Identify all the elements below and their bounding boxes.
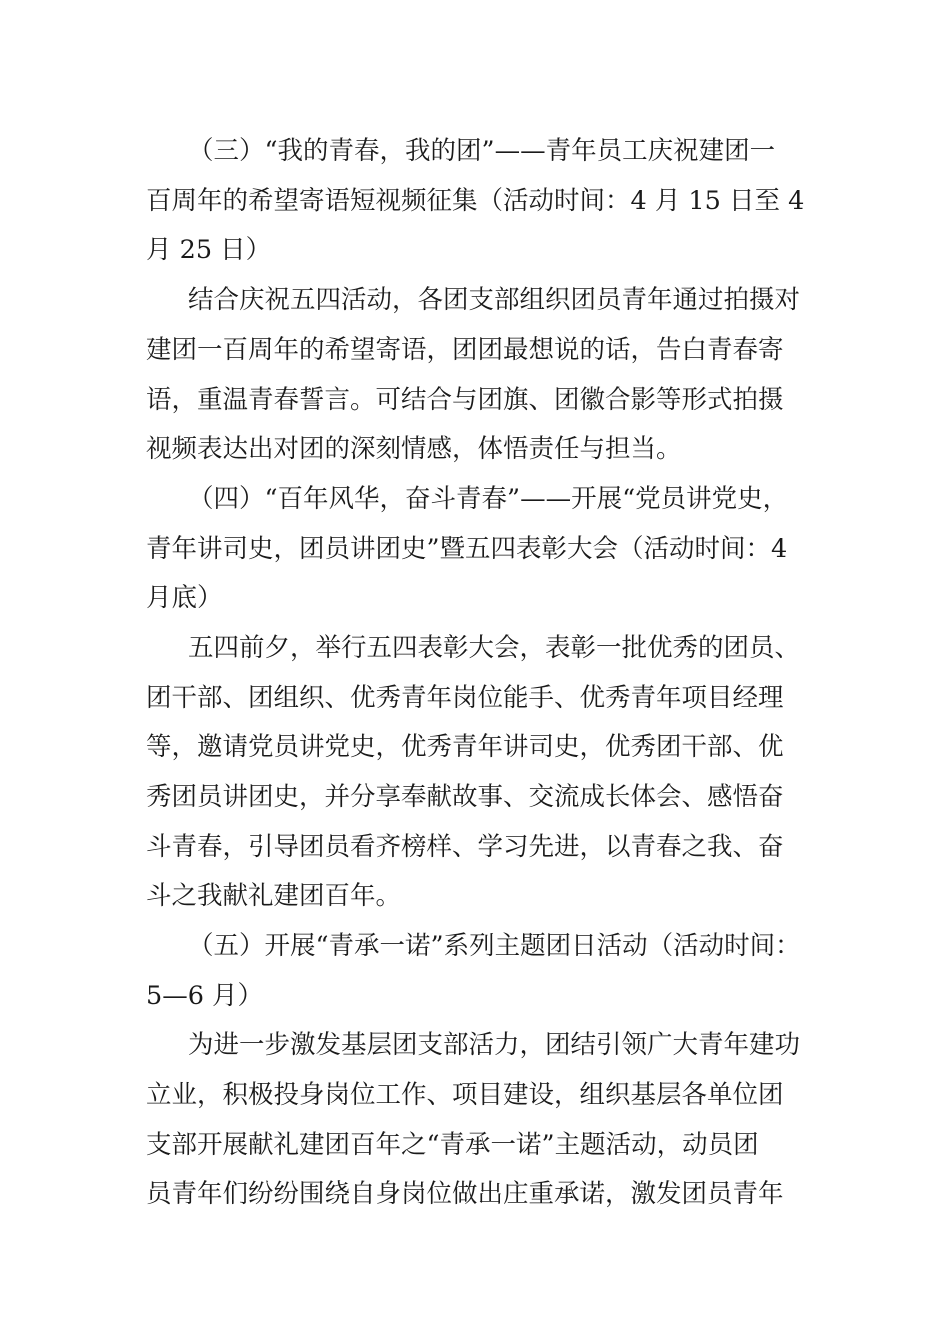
section-three-body-line-2: 建团一百周年的希望寄语，团团最想说的话，告白青春寄: [146, 335, 784, 365]
section-four-body-line-1: 五四前夕，举行五四表彰大会，表彰一批优秀的团员、: [188, 633, 801, 663]
section-four-body-line-3: 等，邀请党员讲党史，优秀青年讲司史，优秀团干部、优: [146, 732, 784, 762]
section-five-body-line-3: 支部开展献礼建团百年之“青承一诺”主题活动，动员团: [146, 1130, 759, 1160]
section-five-body-line-4: 员青年们纷纷围绕自身岗位做出庄重承诺，激发团员青年: [146, 1179, 784, 1209]
section-four-body-line-2: 团干部、团组织、优秀青年岗位能手、优秀青年项目经理: [146, 683, 784, 713]
section-four-heading-line-1: （四）“百年风华，奋斗青春”——开展“党员讲党史，: [188, 484, 789, 514]
section-four-heading-line-2: 青年讲司史，团员讲团史”暨五四表彰大会（活动时间：4: [146, 534, 788, 564]
section-four-body-line-6: 斗之我献礼建团百年。: [146, 881, 402, 911]
section-three-body-line-1: 结合庆祝五四活动，各团支部组织团员青年通过拍摄对: [188, 285, 801, 315]
section-four-heading-line-3: 月底）: [146, 583, 223, 613]
section-five-body-line-1: 为进一步激发基层团支部活力，团结引领广大青年建功: [188, 1030, 801, 1060]
section-three-body-line-4: 视频表达出对团的深刻情感，体悟责任与担当。: [146, 434, 682, 464]
section-three-heading-line-1: （三）“我的青春，我的团”——青年员工庆祝建团一: [188, 136, 776, 166]
section-five-heading-line-1: （五）开展“青承一诺”系列主题团日活动（活动时间：: [188, 931, 801, 961]
section-five-heading-line-2: 5—6 月）: [146, 981, 264, 1011]
section-three-heading-line-2: 百周年的希望寄语短视频征集（活动时间：4 月 15 日至 4: [146, 186, 805, 216]
section-three-heading-line-3: 月 25 日）: [146, 235, 272, 265]
section-four-body-line-4: 秀团员讲团史，并分享奉献故事、交流成长体会、感悟奋: [146, 782, 784, 812]
section-four-body-line-5: 斗青春，引导团员看齐榜样、学习先进，以青春之我、奋: [146, 832, 784, 862]
section-three-body-line-3: 语，重温青春誓言。可结合与团旗、团徽合影等形式拍摄: [146, 385, 784, 415]
section-five-body-line-2: 立业，积极投身岗位工作、项目建设，组织基层各单位团: [146, 1080, 784, 1110]
